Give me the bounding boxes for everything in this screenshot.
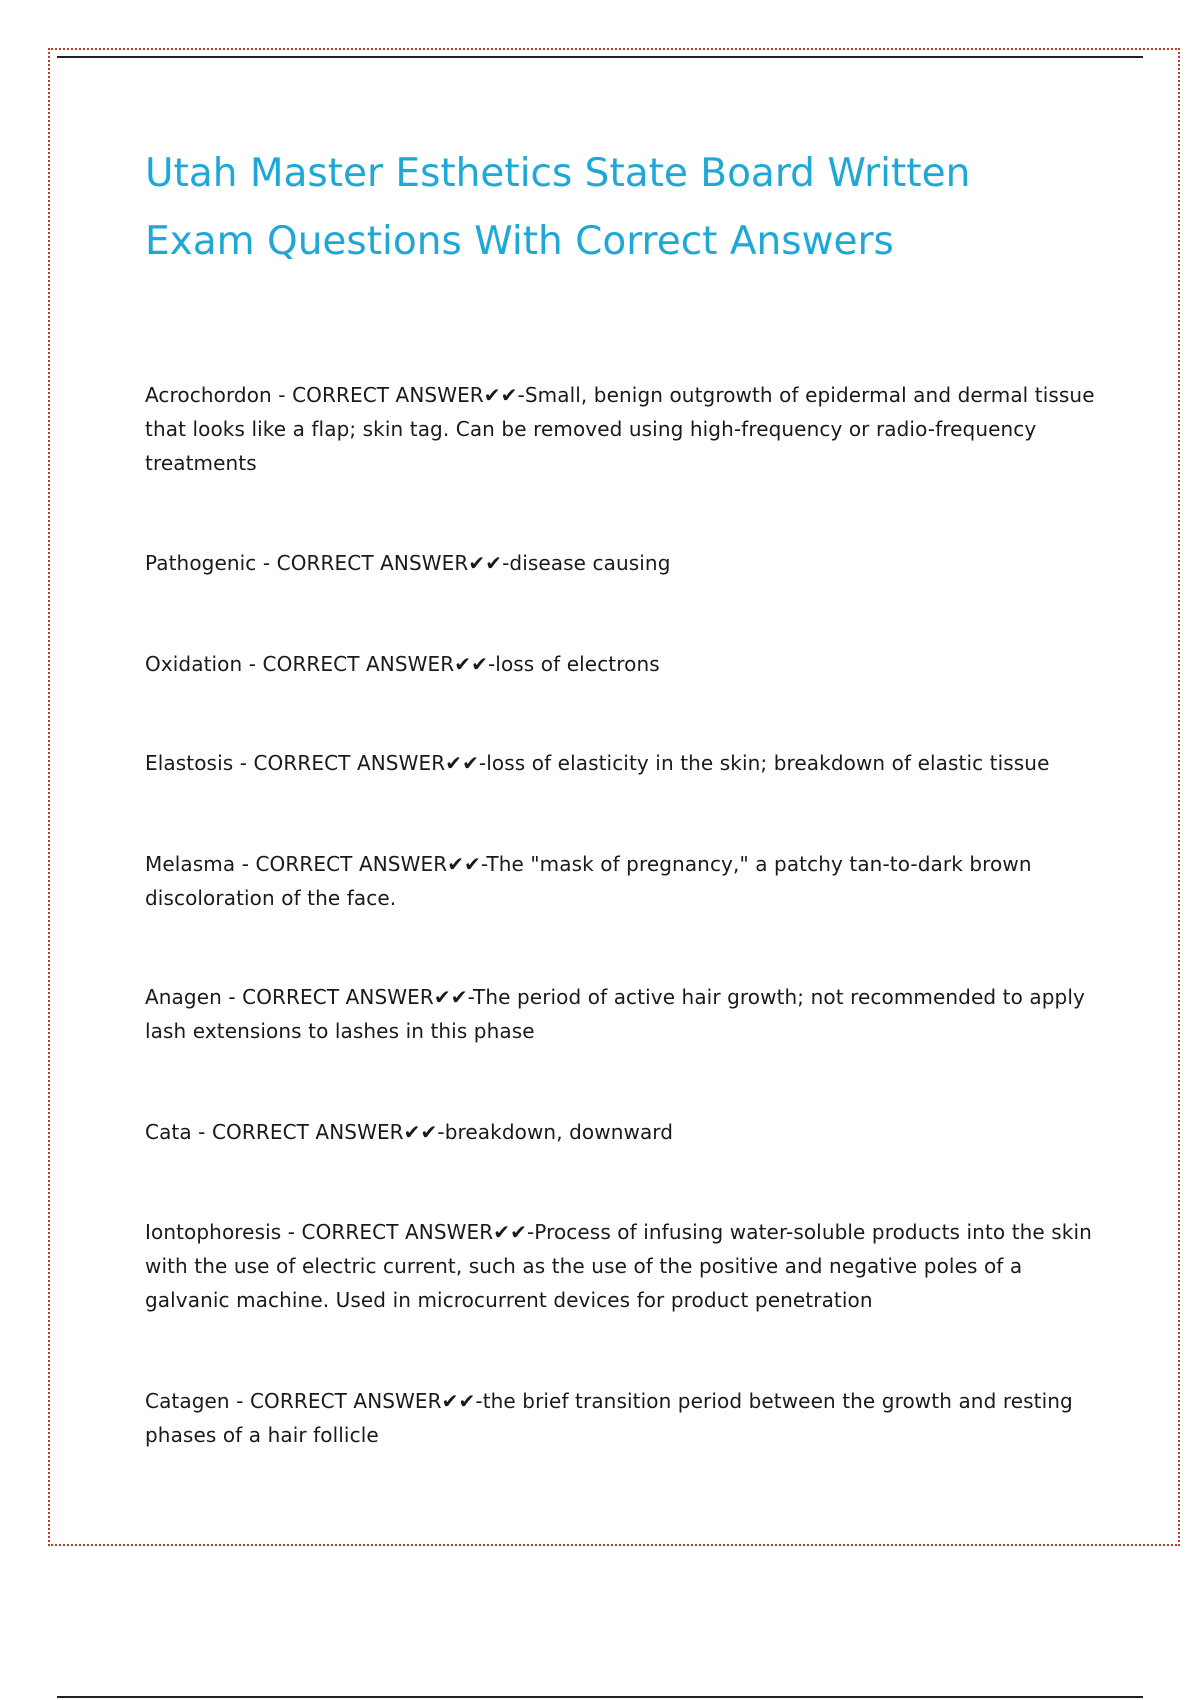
qa-answer-marker: CORRECT ANSWER✔✔- bbox=[249, 1389, 483, 1413]
qa-item bbox=[145, 647, 1095, 681]
qa-answer-marker: CORRECT ANSWER✔✔- bbox=[262, 652, 496, 676]
qa-answer-marker: CORRECT ANSWER✔✔- bbox=[292, 383, 525, 407]
qa-item bbox=[145, 1215, 1095, 1317]
qa-definition: The period of active hair growth; not recommended to apply lash extensions to lashes in this phase bbox=[145, 985, 1085, 1043]
qa-separator: - bbox=[281, 1220, 302, 1244]
qa-answer-marker: CORRECT ANSWER✔✔- bbox=[253, 751, 487, 775]
qa-definition: disease causing bbox=[509, 551, 671, 575]
qa-answer-marker: CORRECT ANSWER✔✔- bbox=[242, 985, 474, 1009]
qa-item bbox=[145, 1384, 1095, 1452]
qa-item bbox=[145, 980, 1095, 1048]
qa-term: Pathogenic bbox=[145, 551, 257, 575]
qa-separator: - bbox=[191, 1120, 212, 1144]
qa-separator: - bbox=[242, 652, 263, 676]
qa-term: Anagen bbox=[145, 985, 222, 1009]
qa-item bbox=[145, 378, 1095, 480]
qa-definition: breakdown, downward bbox=[444, 1120, 674, 1144]
qa-term: Acrochordon bbox=[145, 383, 272, 407]
qa-definition: Process of infusing water-soluble products into the skin with the use of electric current, such as the use of the positive and negative poles of a galvanic machine. Used in microcurrent devices for product penetration bbox=[145, 1220, 1092, 1312]
qa-definition: the brief transition period between the growth and resting phases of a hair follicle bbox=[145, 1389, 1073, 1447]
qa-separator: - bbox=[233, 751, 254, 775]
qa-answer-marker: CORRECT ANSWER✔✔- bbox=[276, 551, 510, 575]
qa-answer-marker: CORRECT ANSWER✔✔- bbox=[211, 1120, 445, 1144]
qa-separator: - bbox=[229, 1389, 250, 1413]
qa-term: Melasma bbox=[145, 852, 236, 876]
qa-answer-marker: CORRECT ANSWER✔✔- bbox=[301, 1220, 535, 1244]
qa-term: Elastosis bbox=[145, 751, 234, 775]
qa-separator: - bbox=[221, 985, 243, 1009]
header-rule bbox=[57, 56, 1143, 58]
qa-term: Cata bbox=[145, 1120, 192, 1144]
qa-separator: - bbox=[256, 551, 277, 575]
qa-definition: Small, benign outgrowth of epidermal and dermal tissue that looks like a flap; skin tag. Can be removed using high-frequency or radio-frequency treatments bbox=[145, 383, 1095, 475]
qa-separator: - bbox=[235, 852, 256, 876]
qa-definition: The "mask of pregnancy," a patchy tan-to-dark brown discoloration of the face. bbox=[145, 852, 1032, 910]
qa-term: Iontophoresis bbox=[145, 1220, 282, 1244]
qa-item bbox=[145, 546, 1095, 580]
qa-item bbox=[145, 1115, 1095, 1149]
qa-item bbox=[145, 847, 1095, 915]
qa-term: Catagen bbox=[145, 1389, 230, 1413]
qa-answer-marker: CORRECT ANSWER✔✔- bbox=[255, 852, 487, 876]
document-title: Utah Master Esthetics State Board Written Exam Questions With Correct Answers bbox=[145, 151, 971, 264]
footer-rule bbox=[57, 1696, 1143, 1698]
qa-definition: loss of electrons bbox=[495, 652, 660, 676]
qa-item bbox=[145, 746, 1095, 780]
qa-term: Oxidation bbox=[145, 652, 243, 676]
qa-definition: loss of elasticity in the skin; breakdown of elastic tissue bbox=[486, 751, 1050, 775]
qa-separator: - bbox=[271, 383, 293, 407]
